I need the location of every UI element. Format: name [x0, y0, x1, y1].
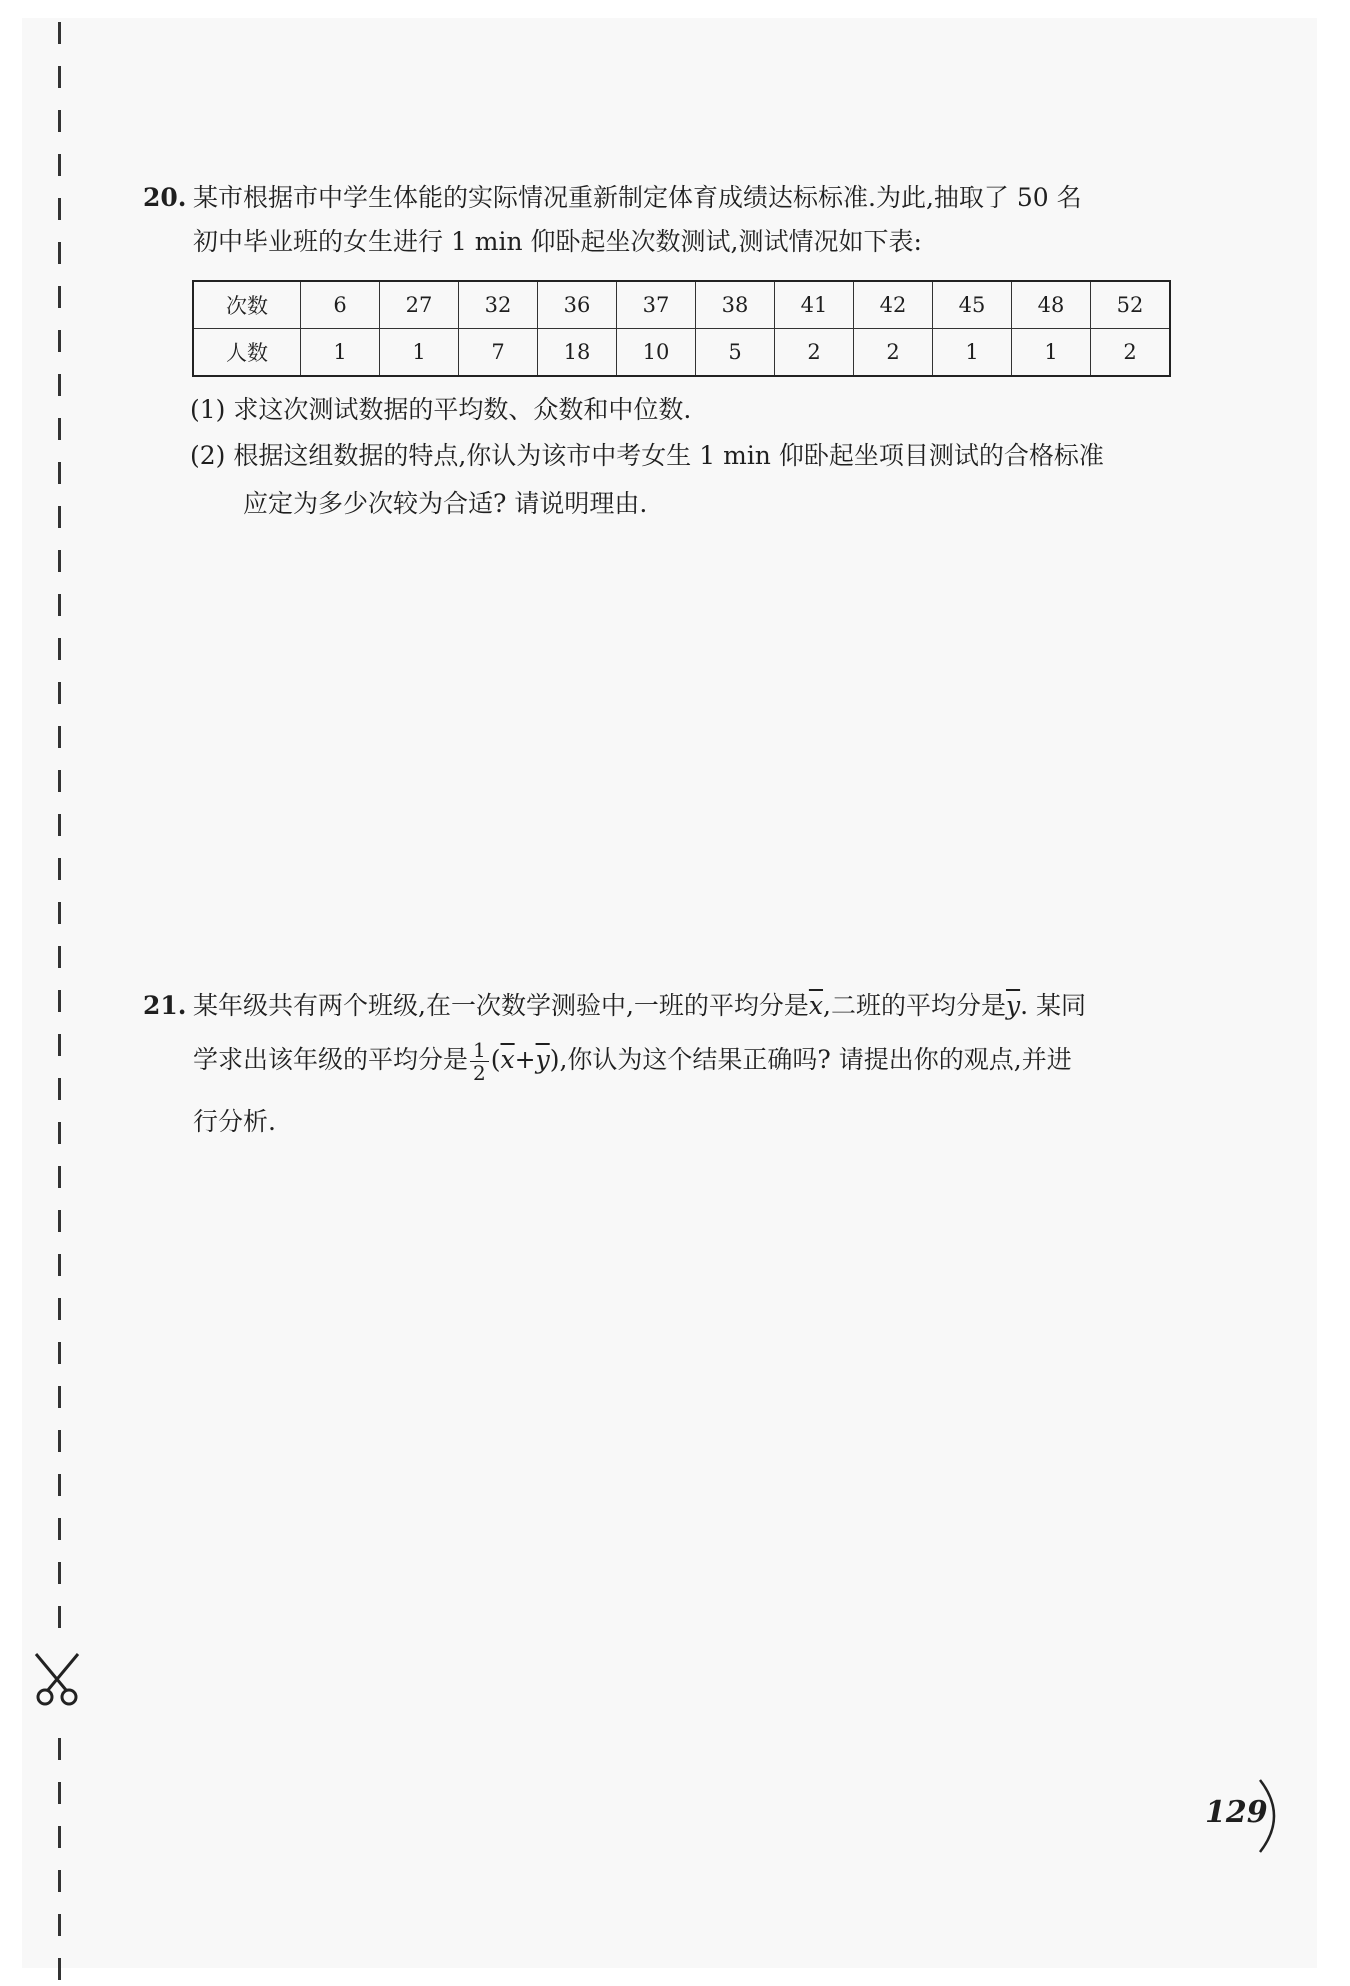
cut-line-dash — [58, 1166, 61, 1188]
cut-line-dash — [58, 242, 61, 264]
cut-line-dash — [58, 66, 61, 88]
text-segment: 学求出该年级的平均分是 — [193, 1045, 469, 1074]
cut-line-dash — [58, 1562, 61, 1584]
table-cell: 38 — [696, 281, 775, 329]
cut-line-dash — [58, 1914, 61, 1936]
table-cell: 32 — [459, 281, 538, 329]
table-cell: 2 — [1091, 329, 1171, 377]
problem-text-line: 行分析. — [193, 1107, 276, 1136]
problem-20 — [143, 176, 1193, 264]
table-header-cell: 次数 — [193, 281, 301, 329]
table-cell: 7 — [459, 329, 538, 377]
cut-line-dash — [58, 1782, 61, 1804]
problem-number: 21. — [143, 991, 187, 1020]
cut-line-dash — [58, 682, 61, 704]
cut-line-dash — [58, 638, 61, 660]
table-cell: 36 — [538, 281, 617, 329]
table-row-people — [193, 329, 1170, 377]
cut-line-dash — [58, 1122, 61, 1144]
cut-line-dash — [58, 1430, 61, 1452]
table-cell: 10 — [617, 329, 696, 377]
cut-line-dash — [58, 1078, 61, 1100]
cut-line-dash — [58, 990, 61, 1012]
data-table — [192, 280, 1171, 377]
cut-line-dash — [58, 1034, 61, 1056]
table-cell: 5 — [696, 329, 775, 377]
cut-line-dash — [58, 594, 61, 616]
subquestion-2-line2: 应定为多少次较为合适? 请说明理由. — [243, 489, 648, 518]
cut-line-dash — [58, 770, 61, 792]
table-cell: 18 — [538, 329, 617, 377]
y-bar: $\overline{y}$ — [1005, 991, 1021, 1020]
table-cell: 1 — [301, 329, 380, 377]
cut-line-dash — [58, 22, 61, 44]
text-segment: ) — [549, 1045, 560, 1074]
x-bar: $\overline{x}$ — [808, 991, 824, 1020]
table-cell: 2 — [775, 329, 854, 377]
text-segment: 某年级共有两个班级,在一次数学测验中,一班的平均分是 — [193, 991, 809, 1020]
cut-line-dash — [58, 550, 61, 572]
cut-line-dash — [58, 814, 61, 836]
table-cell: 42 — [854, 281, 933, 329]
table-cell: 41 — [775, 281, 854, 329]
cut-line-dash — [58, 1298, 61, 1320]
table-cell: 37 — [617, 281, 696, 329]
cut-line-dash — [58, 858, 61, 880]
table-cell: 48 — [1012, 281, 1091, 329]
problem-text-line — [193, 1028, 1193, 1092]
cut-line-dash — [58, 462, 61, 484]
cut-line-dash — [58, 726, 61, 748]
text-segment: ,你认为这个结果正确吗? 请提出你的观点,并进 — [559, 1045, 1072, 1074]
cut-line-dash — [58, 1518, 61, 1540]
cut-line-dash — [58, 418, 61, 440]
cut-line-dash — [58, 506, 61, 528]
table-cell: 1 — [380, 329, 459, 377]
fraction-numerator: 1 — [470, 1039, 489, 1062]
table-cell: 52 — [1091, 281, 1171, 329]
fraction-denominator: 2 — [473, 1061, 486, 1085]
cut-line-dash — [58, 1342, 61, 1364]
cut-line-dash — [58, 1386, 61, 1408]
cut-line-dash — [58, 902, 61, 924]
table-cell: 6 — [301, 281, 380, 329]
text-segment: + — [514, 1045, 536, 1074]
page-number-arc — [1258, 1778, 1288, 1854]
y-bar: $\overline{y}$ — [535, 1045, 550, 1074]
table-row-counts — [193, 281, 1170, 329]
table-header-cell: 人数 — [193, 329, 301, 377]
scissors-icon — [28, 1650, 88, 1710]
page-number: 129 — [1205, 1795, 1268, 1830]
x-bar: $\overline{x}$ — [500, 1045, 515, 1074]
cut-line-dash — [58, 198, 61, 220]
problem-21 — [143, 984, 1193, 1152]
cut-line-dash — [58, 1826, 61, 1848]
cut-line-dash — [58, 1474, 61, 1496]
problem-text-line: 某市根据市中学生体能的实际情况重新制定体育成绩达标标准.为此,抽取了 50 名 — [193, 183, 1082, 212]
text-segment: ( — [490, 1045, 501, 1074]
cut-line-dash — [58, 374, 61, 396]
table-cell: 1 — [1012, 329, 1091, 377]
cut-line-dash — [58, 1958, 61, 1980]
cut-line-dash — [58, 946, 61, 968]
problem-number: 20. — [143, 183, 187, 212]
cut-line-dash — [58, 286, 61, 308]
subquestion-2-line1: (2) 根据这组数据的特点,你认为该市中考女生 1 min 仰卧起坐项目测试的合格标准 — [190, 441, 1104, 470]
text-segment: ,二班的平均分是 — [823, 991, 1006, 1020]
cut-line-dash — [58, 1738, 61, 1760]
cut-line-dash — [58, 330, 61, 352]
table-cell: 1 — [933, 329, 1012, 377]
problem-text-line: 初中毕业班的女生进行 1 min 仰卧起坐次数测试,测试情况如下表: — [193, 227, 922, 256]
cut-line-dash — [58, 1254, 61, 1276]
table-cell: 2 — [854, 329, 933, 377]
problem-text-line — [193, 984, 1193, 1028]
text-segment: . 某同 — [1020, 991, 1086, 1020]
cut-line-dash — [58, 1606, 61, 1628]
table-cell: 45 — [933, 281, 1012, 329]
cut-line-dash — [58, 1210, 61, 1232]
subquestion-1: (1) 求这次测试数据的平均数、众数和中位数. — [190, 395, 692, 424]
cut-line-dash — [58, 154, 61, 176]
table-cell: 27 — [380, 281, 459, 329]
fraction — [470, 1039, 489, 1084]
cut-line-dash — [58, 1870, 61, 1892]
cut-line-dash — [58, 110, 61, 132]
